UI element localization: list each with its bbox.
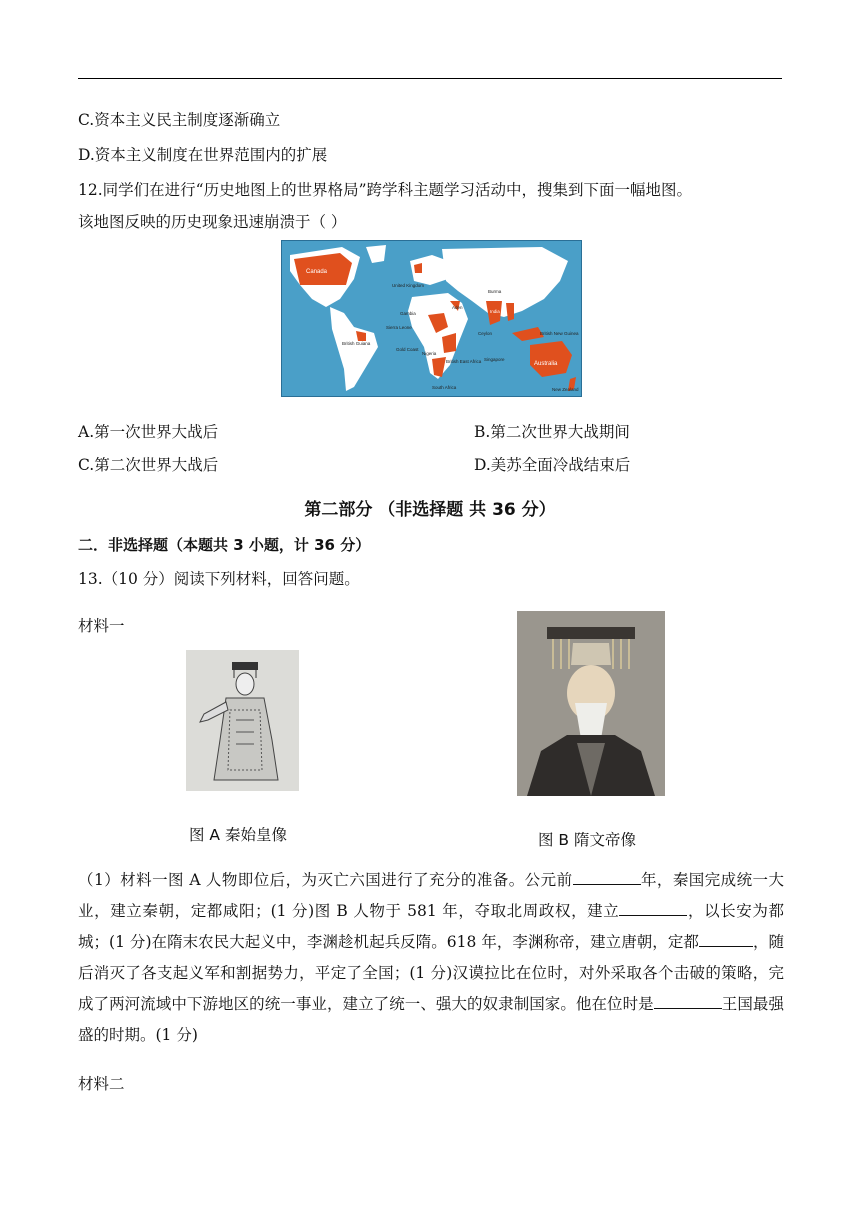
figure-b-portrait xyxy=(517,611,665,796)
question-12-stem-cont: 该地图反映的历史现象迅速崩溃于（ ） xyxy=(78,213,347,231)
map-label: British New Guinea xyxy=(540,331,579,336)
answer-blank-1[interactable] xyxy=(573,884,641,885)
map-label: Nigeria xyxy=(422,351,437,356)
option-d-prev: D.资本主义制度在世界范围内的扩展 xyxy=(78,146,328,164)
map-label: New Zealand xyxy=(552,387,579,392)
figure-a-caption: 图 A 秦始皇像 xyxy=(189,826,287,844)
emperor-painting-image xyxy=(517,611,665,796)
material-two-label: 材料二 xyxy=(78,1075,125,1093)
map-label: Gold Coast xyxy=(396,347,419,352)
option-a: A.第一次世界大战后 xyxy=(78,423,219,441)
option-c-prev: C.资本主义民主制度逐渐确立 xyxy=(78,111,281,129)
answer-blank-2[interactable] xyxy=(619,915,687,916)
world-map-image xyxy=(282,241,581,396)
map-label: Singapore xyxy=(484,357,505,362)
q13-p3-text: ，以长安为都城；(1 分)在隋末农民大起义中，李渊趁机起兵反隋。618 年，李渊称帝，建立唐朝，定都 xyxy=(78,902,784,951)
map-label: India xyxy=(490,309,500,314)
option-d: D.美苏全面冷战结束后 xyxy=(474,456,631,474)
map-label: British East Africa xyxy=(446,359,482,364)
map-label: Australia xyxy=(534,361,558,367)
map-label: Canada xyxy=(306,269,328,275)
section-heading: 二．非选择题（本题共 3 小题，计 36 分） xyxy=(78,536,371,554)
emperor-sketch-image xyxy=(186,650,299,791)
header-rule xyxy=(78,78,782,79)
question-13-intro: 13.（10 分）阅读下列材料，回答问题。 xyxy=(78,570,360,588)
part-two-title: 第二部分 （非选择题 共 36 分） xyxy=(304,500,556,520)
figure-b-caption: 图 B 隋文帝像 xyxy=(538,831,636,849)
map-label: British Guiana xyxy=(342,341,371,346)
british-empire-map xyxy=(281,240,582,397)
figure-a-portrait xyxy=(186,650,299,791)
question-12-stem: 12.同学们在进行“历史地图上的世界格局”跨学科主题学习活动中，搜集到下面一幅地图。 xyxy=(78,181,693,199)
map-label: Sierra Leone xyxy=(386,325,412,330)
q13-p1-text: （1）材料一图 A 人物即位后，为灭亡六国进行了充分的准备。公元前 xyxy=(78,871,573,889)
material-one-label: 材料一 xyxy=(78,617,125,635)
map-label: Burma xyxy=(488,289,502,294)
answer-blank-4[interactable] xyxy=(654,1008,722,1009)
q13-p4-text: ，随后消灭了各支起义军和割据势力，平定了全国；(1 分)汉谟拉比在位时，对外采取各个击破的策略，完成了两河流域中下游地区的统一事业，建立了统一、强大的奴隶制国家。他在位时是 xyxy=(78,933,784,1013)
map-label: Gambia xyxy=(400,311,416,316)
map-label: United Kingdom xyxy=(392,283,425,288)
map-label: Ceylon xyxy=(478,331,493,336)
question-13-part-1 xyxy=(78,865,784,1051)
option-b: B.第二次世界大战期间 xyxy=(474,423,630,441)
q13-p5-text: 王国最强盛的时期。(1 分) xyxy=(78,995,784,1044)
map-label: Aden xyxy=(452,305,463,310)
q13-p2-text: 年，秦国完成统一大业，建立秦朝，定都咸阳；(1 分)图 B 人物于 581 年，夺取北周政权，建立 xyxy=(78,871,784,920)
map-label: South Africa xyxy=(432,385,457,390)
answer-blank-3[interactable] xyxy=(699,946,753,947)
option-c: C.第二次世界大战后 xyxy=(78,456,219,474)
